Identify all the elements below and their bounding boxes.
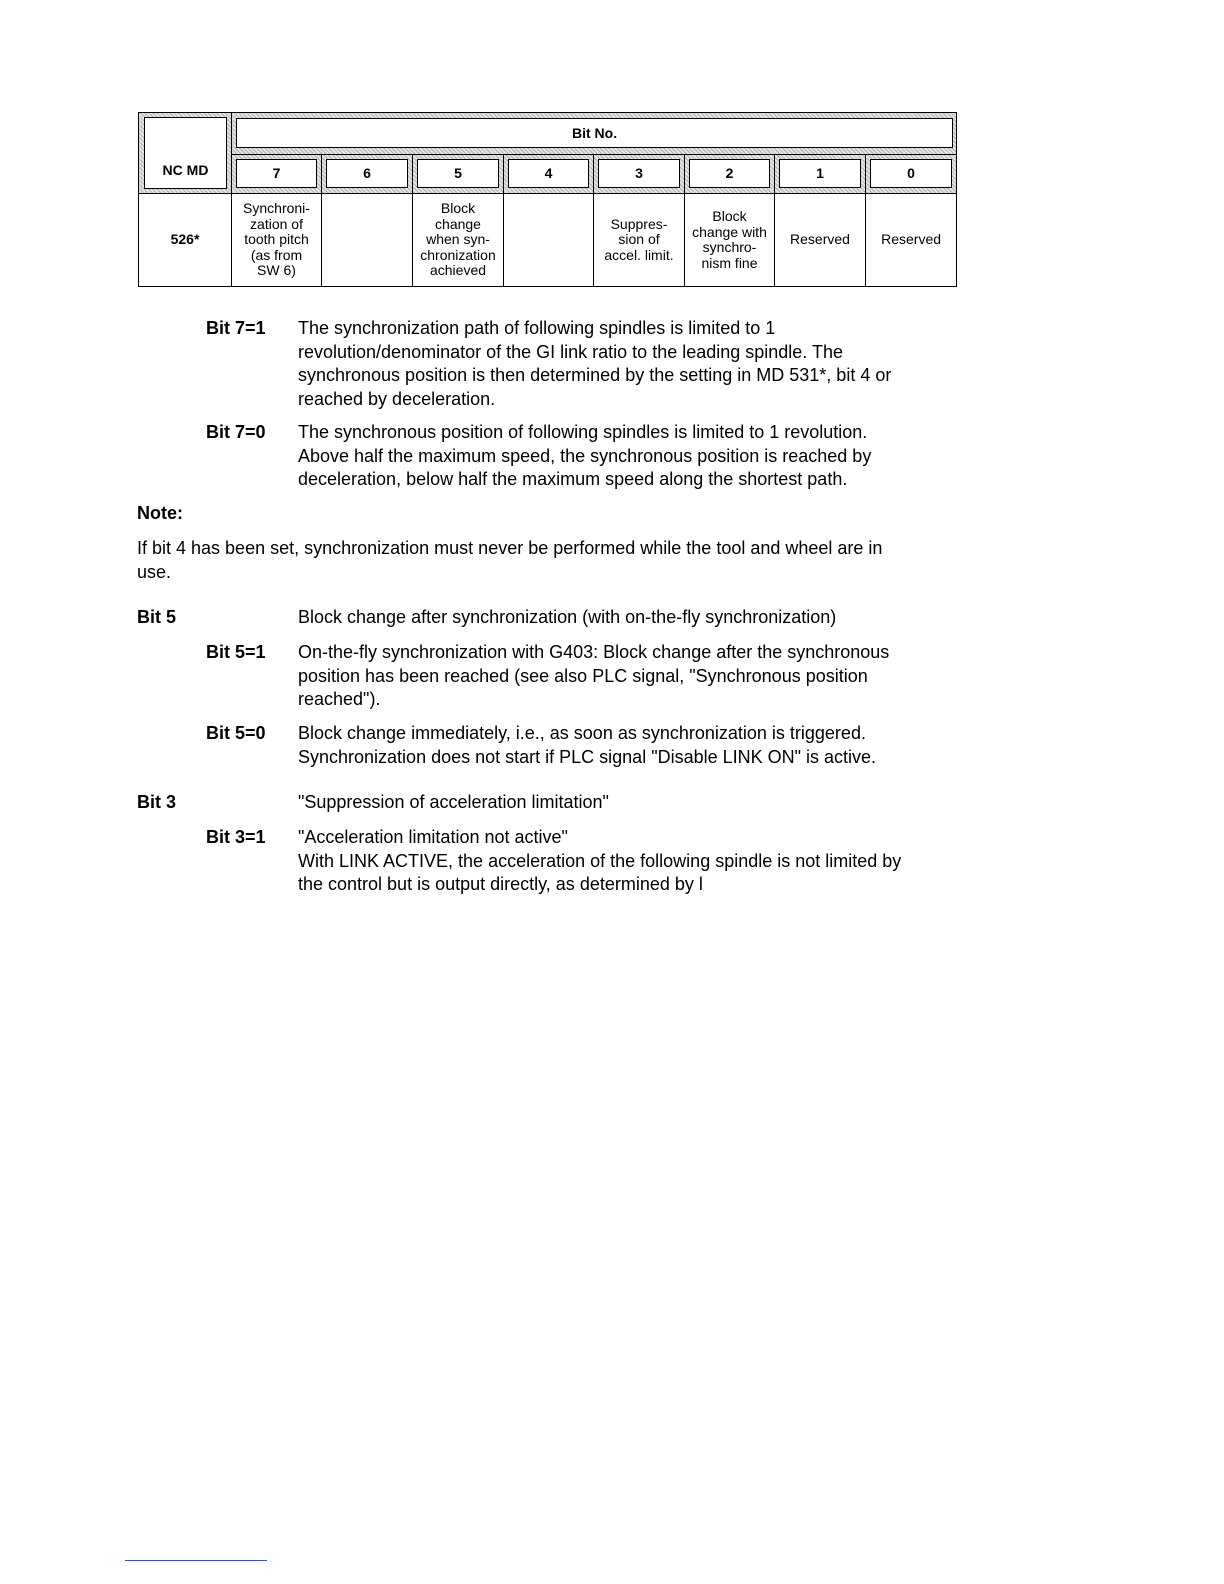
note-text: If bit 4 has been set, synchronization must never be performed while the tool and wheel are in use. [137,538,883,582]
bit-number-cell [866,154,957,193]
bit3-1-description: "Acceleration limitation not active" With LINK ACTIVE, the acceleration of the following spindle is not limited by the control but is output directly, as determined by l [298,827,902,894]
bit-no-header: Bit No. [236,118,953,148]
bit3-label: Bit 3 [137,792,177,812]
bit-number-2: 2 [689,159,770,188]
bit-number-4: 4 [508,159,589,188]
bit-number-cell [322,154,413,193]
bit-desc-5: Block change when syn- chronization achieved [413,194,504,287]
bit5-label: Bit 5 [137,607,177,627]
bit-number-0: 0 [870,159,952,188]
bit-number-cell [232,154,322,193]
md-number: 526* [139,194,232,287]
bit-desc-6 [322,194,413,287]
bit-number-5: 5 [417,159,499,188]
bit5-0-description: Block change immediately, i.e., as soon as synchronization is triggered. Synchronization does not start if PLC signal "Disable LINK ON" is active. [298,723,877,767]
nc-md-header: NC MD [144,117,227,189]
bit5-0-label: Bit 5=0 [206,723,266,743]
bit-number-cell [685,154,775,193]
bit-number-7: 7 [236,159,317,188]
bit-number-cell [413,154,504,193]
bit-number-cell [504,154,594,193]
bit7-0-label: Bit 7=0 [206,422,266,442]
bit3-1-label: Bit 3=1 [206,827,266,847]
bit-desc-3: Suppres- sion of accel. limit. [594,194,685,287]
bit7-1-label: Bit 7=1 [206,318,266,338]
bit5-1-description: On-the-fly synchronization with G403: Block change after the synchronous position has been reached (see also PLC signal, "Synchronous position reached"). [298,642,890,709]
bit5-1-label: Bit 5=1 [206,642,266,662]
bit-desc-4 [504,194,594,287]
bit-desc-1: Reserved [775,194,866,287]
nc-md-header-cell [139,113,232,194]
bit-desc-7: Synchroni- zation of tooth pitch (as from SW 6) [232,194,322,287]
machine-data-bit-table [138,112,957,287]
bit-number-3: 3 [598,159,680,188]
bit5-title: Block change after synchronization (with on-the-fly synchronization) [298,607,837,627]
bit7-0-description: The synchronous position of following spindles is limited to 1 revolution. Above half the maximum speed, the synchronous position is reached by deceleration, below half the maximum speed along the shortest path. [298,422,872,489]
bit-desc-2: Block change with synchro- nism fine [685,194,775,287]
bit-no-header-cell [232,113,957,155]
bit7-1-description: The synchronization path of following spindles is limited to 1 revolution/denominator of the GI link ratio to the leading spindle. The synchronous position is then determined by the setting in MD 531*, bit 4 or reached by deceleration. [298,318,892,409]
footnote-separator-line [125,1560,267,1561]
bit-number-cell [775,154,866,193]
bit-number-6: 6 [326,159,408,188]
bit-desc-0: Reserved [866,194,957,287]
bit-number-cell [594,154,685,193]
note-label: Note: [137,503,183,523]
bit3-title: "Suppression of acceleration limitation" [298,792,609,812]
bit-number-1: 1 [779,159,861,188]
